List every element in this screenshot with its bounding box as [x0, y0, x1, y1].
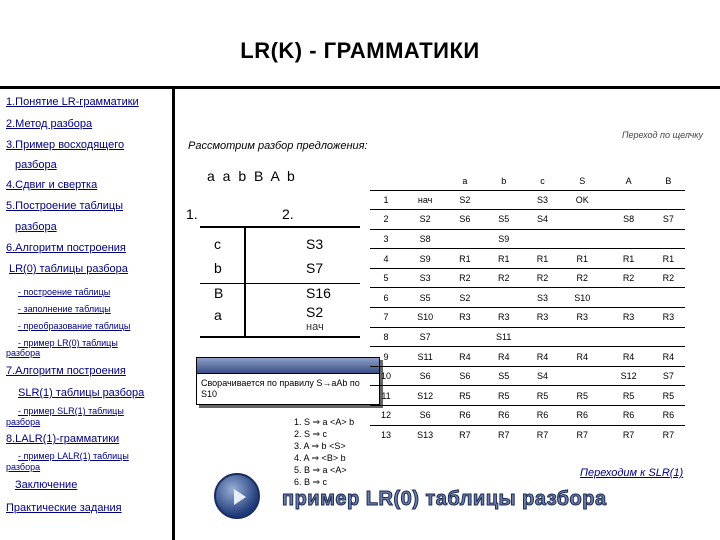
table-row — [370, 308, 685, 328]
table-cell — [652, 288, 685, 308]
table-cell: R5 — [482, 386, 526, 406]
table-cell: R2 — [559, 268, 605, 288]
grammar-rule: 5. B ⇒ a <A> — [294, 465, 347, 475]
table-cell: R3 — [652, 308, 685, 328]
sidebar-item-bottomup-example[interactable]: 3.Пример восходящего — [6, 139, 125, 151]
table-header-row — [370, 172, 685, 190]
table-cell — [526, 229, 559, 249]
sidebar-subitem-fill[interactable]: - заполнение таблицы — [18, 304, 111, 314]
reduce-message-text: Сворачивается по правилу S→aAb по S10 — [201, 378, 360, 399]
table-cell: R6 — [448, 406, 481, 426]
table-cell — [652, 327, 685, 347]
table-row — [370, 249, 685, 269]
stack-symbol: c — [214, 236, 221, 252]
table-cell: S4 — [526, 366, 559, 386]
table-cell: R2 — [605, 268, 651, 288]
table-header: a — [448, 172, 481, 190]
row-state-number: 11 — [370, 386, 402, 406]
table-cell — [448, 327, 481, 347]
table-cell: R1 — [526, 249, 559, 269]
table-cell: S2 — [402, 210, 448, 230]
table-cell: R7 — [652, 425, 685, 445]
row-state-number: 9 — [370, 347, 402, 367]
table-cell: R5 — [559, 386, 605, 406]
table-cell: S7 — [652, 366, 685, 386]
table-row — [370, 190, 685, 210]
table-cell: S12 — [605, 366, 651, 386]
table-cell — [605, 190, 651, 210]
table-cell: R4 — [559, 347, 605, 367]
sidebar-subitem-lalr1-example[interactable]: - пример LALR(1) таблицы — [18, 451, 129, 461]
table-cell: R5 — [526, 386, 559, 406]
table-cell: R2 — [652, 268, 685, 288]
sidebar-subitem-lr0-example[interactable]: - пример LR(0) таблицы — [18, 338, 118, 348]
table-cell: R6 — [482, 406, 526, 426]
table-cell — [482, 288, 526, 308]
table-cell: R5 — [605, 386, 651, 406]
sidebar-item-conclusion[interactable]: Заключение — [15, 479, 78, 491]
table-cell — [559, 229, 605, 249]
table-cell: R3 — [482, 308, 526, 328]
table-cell: S6 — [448, 366, 481, 386]
table-row — [370, 425, 685, 445]
table-cell: S5 — [482, 210, 526, 230]
table-cell: R6 — [605, 406, 651, 426]
table-cell: R7 — [448, 425, 481, 445]
table-cell: R1 — [605, 249, 651, 269]
table-cell: R6 — [526, 406, 559, 426]
table-cell — [652, 190, 685, 210]
table-cell: нач — [402, 190, 448, 210]
table-cell: S7 — [652, 210, 685, 230]
row-state-number: 2 — [370, 210, 402, 230]
table-cell: R7 — [482, 425, 526, 445]
sidebar-subitem-transform[interactable]: - преобразование таблицы — [18, 321, 131, 331]
bottom-banner-title: пример LR(0) таблицы разбора — [282, 488, 607, 510]
table-cell: R4 — [652, 347, 685, 367]
table-cell: S11 — [402, 347, 448, 367]
table-row — [370, 406, 685, 426]
table-cell: R3 — [448, 308, 481, 328]
table-cell: R2 — [526, 268, 559, 288]
table-cell — [526, 327, 559, 347]
table-cell: R5 — [652, 386, 685, 406]
table-cell: S2 — [448, 190, 481, 210]
table-header: A — [605, 172, 651, 190]
table-cell: S5 — [402, 288, 448, 308]
table-cell: R1 — [482, 249, 526, 269]
table-body — [370, 190, 685, 445]
sidebar-item-slr1-table[interactable]: SLR(1) таблицы разбора — [18, 387, 145, 399]
grammar-rule: 3. A ⇒ b <S> — [294, 441, 346, 451]
input-sentence: a a b B A b — [207, 168, 297, 184]
table-cell: S9 — [402, 249, 448, 269]
table-cell: R6 — [652, 406, 685, 426]
sidebar-item-algorithm-lr0[interactable]: 6.Алгоритм построения — [6, 242, 126, 254]
table-cell: S7 — [402, 327, 448, 347]
parse-stack — [200, 226, 360, 338]
table-cell: R4 — [482, 347, 526, 367]
table-row — [370, 268, 685, 288]
table-cell — [605, 288, 651, 308]
sidebar-subitem-slr1-example-2[interactable]: разбора — [6, 417, 41, 427]
sidebar-item-lalr1[interactable]: 8.LALR(1)-грамматики — [6, 433, 120, 445]
table-cell: R7 — [605, 425, 651, 445]
parse-caption: Рассмотрим разбор предложения: — [188, 140, 368, 152]
table-row — [370, 229, 685, 249]
sidebar-item-bottomup-example-2[interactable]: разбора — [15, 159, 57, 171]
table-cell: S8 — [605, 210, 651, 230]
stack-state: S7 — [306, 260, 324, 276]
grammar-rule: 6. B ⇒ c — [294, 477, 328, 487]
sidebar-subitem-lr0-example-2[interactable]: разбора — [6, 348, 41, 358]
table-row — [370, 386, 685, 406]
table-cell: S11 — [482, 327, 526, 347]
sidebar-item-lr-concept[interactable]: 1.Понятие LR-грамматики — [6, 96, 139, 108]
table-row — [370, 210, 685, 230]
table-row — [370, 288, 685, 308]
table-cell: S4 — [526, 210, 559, 230]
table-cell — [482, 190, 526, 210]
table-cell: R2 — [482, 268, 526, 288]
table-cell: S6 — [402, 406, 448, 426]
table-cell: S10 — [559, 288, 605, 308]
table-cell: R1 — [448, 249, 481, 269]
table-cell: R1 — [559, 249, 605, 269]
sidebar-item-lr0-table[interactable]: LR(0) таблицы разбора — [9, 263, 128, 275]
table-cell: S9 — [482, 229, 526, 249]
table-cell: R3 — [559, 308, 605, 328]
stack-symbol: a — [214, 307, 222, 323]
sidebar-subitem-build[interactable]: - построение таблицы — [18, 287, 111, 297]
sidebar-item-algorithm-slr1[interactable]: 7.Алгоритм построения — [6, 365, 126, 377]
grammar-rule: 2. S ⇒ c — [294, 429, 328, 439]
table-cell: R4 — [448, 347, 481, 367]
grammar-rule: 1. S ⇒ a <A> b — [294, 417, 355, 427]
table-cell: R4 — [605, 347, 651, 367]
row-state-number: 1 — [370, 190, 402, 210]
row-state-number: 5 — [370, 268, 402, 288]
table-cell: S5 — [482, 366, 526, 386]
table-cell — [448, 229, 481, 249]
table-cell: R7 — [559, 425, 605, 445]
table-header — [370, 172, 402, 190]
stack-state: S3 — [306, 236, 324, 252]
sidebar-item-build-table-2[interactable]: разбора — [15, 221, 57, 233]
sidebar-item-exercises[interactable]: Практические задания — [6, 502, 122, 514]
table-cell: S2 — [448, 288, 481, 308]
table-cell — [605, 229, 651, 249]
sidebar-item-parse-method[interactable]: 2.Метод разбора — [6, 118, 93, 130]
stack-column-divider — [244, 228, 246, 336]
table-cell: S6 — [448, 210, 481, 230]
sidebar-subitem-lalr1-example-2[interactable]: разбора — [6, 462, 41, 472]
grammar-rules — [294, 416, 354, 488]
table-cell: R6 — [559, 406, 605, 426]
table-header: c — [526, 172, 559, 190]
stack-state: S2 — [306, 304, 324, 320]
row-state-number: 6 — [370, 288, 402, 308]
page-title: LR(K) - ГРАММАТИКИ — [240, 38, 480, 63]
stack-symbol: B — [214, 285, 224, 301]
table-row — [370, 327, 685, 347]
table-header: b — [482, 172, 526, 190]
stack-symbol: b — [214, 260, 222, 276]
click-hint[interactable]: Переход по щелчку — [622, 130, 704, 140]
stack-row-divider — [200, 283, 360, 284]
table-header: B — [652, 172, 685, 190]
sidebar-divider — [172, 89, 175, 540]
row-state-number: 13 — [370, 425, 402, 445]
table-cell: R7 — [526, 425, 559, 445]
row-state-number: 4 — [370, 249, 402, 269]
row-state-number: 10 — [370, 366, 402, 386]
table-cell: S13 — [402, 425, 448, 445]
stack-state: S16 — [306, 285, 331, 301]
lr0-parse-table — [370, 172, 685, 445]
table-cell: S3 — [526, 288, 559, 308]
stack-bottom-note: нач — [306, 321, 324, 333]
table-header: S — [559, 172, 605, 190]
table-cell: OK — [559, 190, 605, 210]
table-cell — [559, 327, 605, 347]
message-titlebar — [197, 358, 379, 374]
table-cell: S10 — [402, 308, 448, 328]
play-icon — [234, 489, 246, 505]
table-cell: R5 — [448, 386, 481, 406]
step-label-1: 1. — [186, 206, 198, 222]
row-state-number: 7 — [370, 308, 402, 328]
grammar-rule: 4. A ⇒ <B> b — [294, 453, 346, 463]
row-state-number: 3 — [370, 229, 402, 249]
sidebar-subitem-slr1-example[interactable]: - пример SLR(1) таблицы — [18, 406, 124, 416]
row-state-number: 8 — [370, 327, 402, 347]
table-header — [402, 172, 448, 190]
sidebar-item-build-table[interactable]: 5.Построение таблицы — [6, 200, 124, 212]
step-label-2: 2. — [282, 206, 294, 222]
table-cell: R1 — [652, 249, 685, 269]
play-button[interactable] — [214, 473, 260, 519]
table-cell — [605, 327, 651, 347]
row-state-number: 12 — [370, 406, 402, 426]
table-cell — [652, 229, 685, 249]
table-cell: S3 — [526, 190, 559, 210]
table-cell — [559, 366, 605, 386]
sidebar-item-shift-reduce[interactable]: 4.Сдвиг и свертка — [6, 179, 98, 191]
table-cell: R2 — [448, 268, 481, 288]
table-cell: S12 — [402, 386, 448, 406]
table-cell: R4 — [526, 347, 559, 367]
table-cell: S6 — [402, 366, 448, 386]
table-row — [370, 347, 685, 367]
table-cell: R3 — [526, 308, 559, 328]
next-slr1-link[interactable]: Переходим к SLR(1) — [580, 467, 684, 479]
sidebar — [0, 89, 176, 540]
table-cell: R3 — [605, 308, 651, 328]
table-cell: S8 — [402, 229, 448, 249]
table-row — [370, 366, 685, 386]
reduce-message-box — [196, 357, 380, 405]
table-cell: S3 — [402, 268, 448, 288]
table-cell — [559, 210, 605, 230]
